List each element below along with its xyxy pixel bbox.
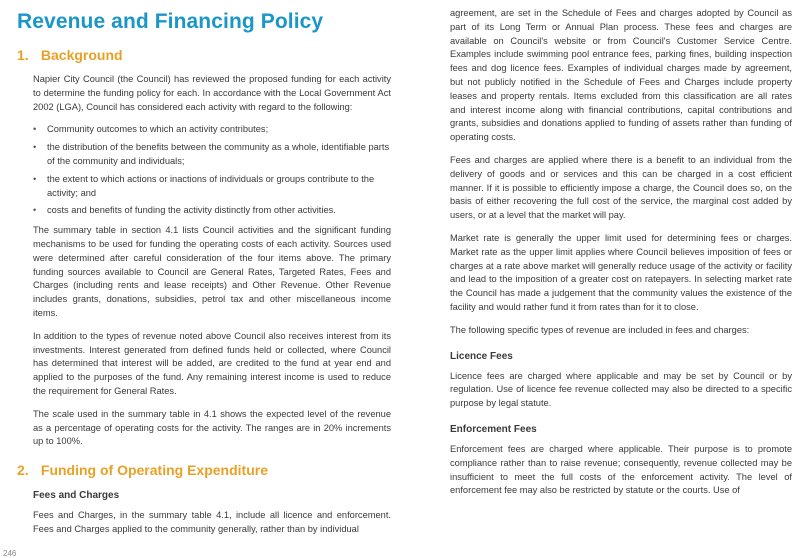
- page-number: 246: [3, 549, 17, 558]
- paragraph: Napier City Council (the Council) has reviewed the proposed funding for each activity to determine the funding policy for each. In accordance with the Local Government Act 2002 (LGA), Council has considered each activity with regard to the following:: [33, 74, 391, 112]
- section-title: Funding of Operating Expenditure: [40, 462, 268, 479]
- left-column: [17, 46, 391, 546]
- list-item: • costs and benefits of funding the activity distinctly from other activities.: [33, 204, 391, 218]
- paragraph: In addition to the types of revenue noted above Council also receives interest from its investments. Interest generated from defined funds held or collected, where Council has determined that interest will be added, are credited to the fund at year end and applied to the purposes of the fund. Any remaining interest income is used to reduce the requirement for General Rates.: [33, 330, 391, 396]
- bullet-icon: •: [33, 124, 37, 135]
- list-item: • the distribution of the benefits between the community as a whole, identifiable parts of the community and individuals;: [33, 142, 390, 166]
- bullet-icon: •: [33, 142, 37, 153]
- section-heading-background: [17, 46, 391, 64]
- page-title: Revenue and Financing Policy: [17, 10, 324, 33]
- bullet-list: [33, 123, 391, 218]
- paragraph: The following specific types of revenue are included in fees and charges:: [450, 324, 750, 335]
- subheading-enforcement-fees: Enforcement Fees: [450, 423, 537, 435]
- paragraph: The summary table in section 4.1 lists Council activities and the significant funding mechanisms to be used for funding the operating costs of each activity. Sources used were determined after careful consideration of the four items above. The primary funding sources available to Council are General Rates, Targeted Rates, Fees and Charges (including rents and lease receipts) and Other Revenue. Other Revenue includes grants, donations, subsidies, petrol tax and other miscellaneous income items.: [33, 225, 391, 318]
- paragraph: Fees and Charges, in the summary table 4.1, include all licence and enforcement. Fees and Charges applied to the community generally, rather than by individual: [33, 510, 391, 534]
- paragraph: The scale used in the summary table in 4.1 shows the expected level of the revenue as a percentage of operating costs for the activity. The ranges are in 20% increments up to 100%.: [33, 408, 391, 447]
- section-number: 1.: [17, 47, 29, 63]
- list-item: • Community outcomes to which an activity contributes;: [33, 123, 391, 137]
- right-column: [450, 7, 792, 507]
- bullet-icon: •: [33, 173, 37, 184]
- paragraph: Enforcement fees are charged where applicable. Their purpose is to promote compliance rather than to raise revenue; consequently, revenue collected may be insufficient to meet the full costs of the enforcement activity. The level of enforcement fee may also be restricted by statute or the courts. Use of: [450, 443, 792, 496]
- paragraph: agreement, are set in the Schedule of Fees and charges adopted by Council as part of its Long Term or Annual Plan process. These fees and charges are available on Council's website or from Council's Customer Service Centre. Examples include swimming pool entrance fees, parking fines, building inspection fees and dog licence fees. Examples of individual charges made by agreement, but not publicly notified in the Schedule of Fees and Charges include property leases and property rentals. Items excluded from this classification are all rates and interest income along with financial contributions, capital contributions and grants, subsidies and donations applied to funding of assets rather than funding of operating costs.: [450, 8, 792, 143]
- list-item: • the extent to which actions or inactions of individuals or groups contribute to the activity; and: [33, 173, 375, 198]
- subheading-fees-and-charges: Fees and Charges: [33, 490, 120, 502]
- bullet-icon: •: [33, 205, 37, 216]
- subheading-licence-fees: Licence Fees: [450, 350, 513, 362]
- paragraph: Licence fees are charged where applicable and may be set by Council or by regulation. Use of licence fee revenue collected may also be directed to a specific purpose by legal statute.: [450, 370, 792, 409]
- paragraph: Fees and charges are applied where there is a benefit to an individual from the delivery of goods and or services and this can be charged in a cost efficient manner. If it is possible to efficiently impose a charge, the Council does so, on the basis of either recovering the full cost of the service, the marginal cost added by users, or at a level that the market will pay.: [450, 154, 792, 221]
- section-title: Background: [40, 47, 123, 63]
- section-heading-funding: [17, 461, 391, 479]
- paragraph: Market rate is generally the upper limit used for determining fees or charges. Market rate as the upper limit applies where Council believes imposition of fees or charges at a rate above market will generally reduce usage of the activity or facility and lead to the imposition of a greater cost on ratepayers. In selecting market rate the Council has made a judgement that the community values the existence of the facility and would rather fund it from rates than for it to close.: [450, 232, 792, 312]
- section-number: 2.: [17, 462, 29, 479]
